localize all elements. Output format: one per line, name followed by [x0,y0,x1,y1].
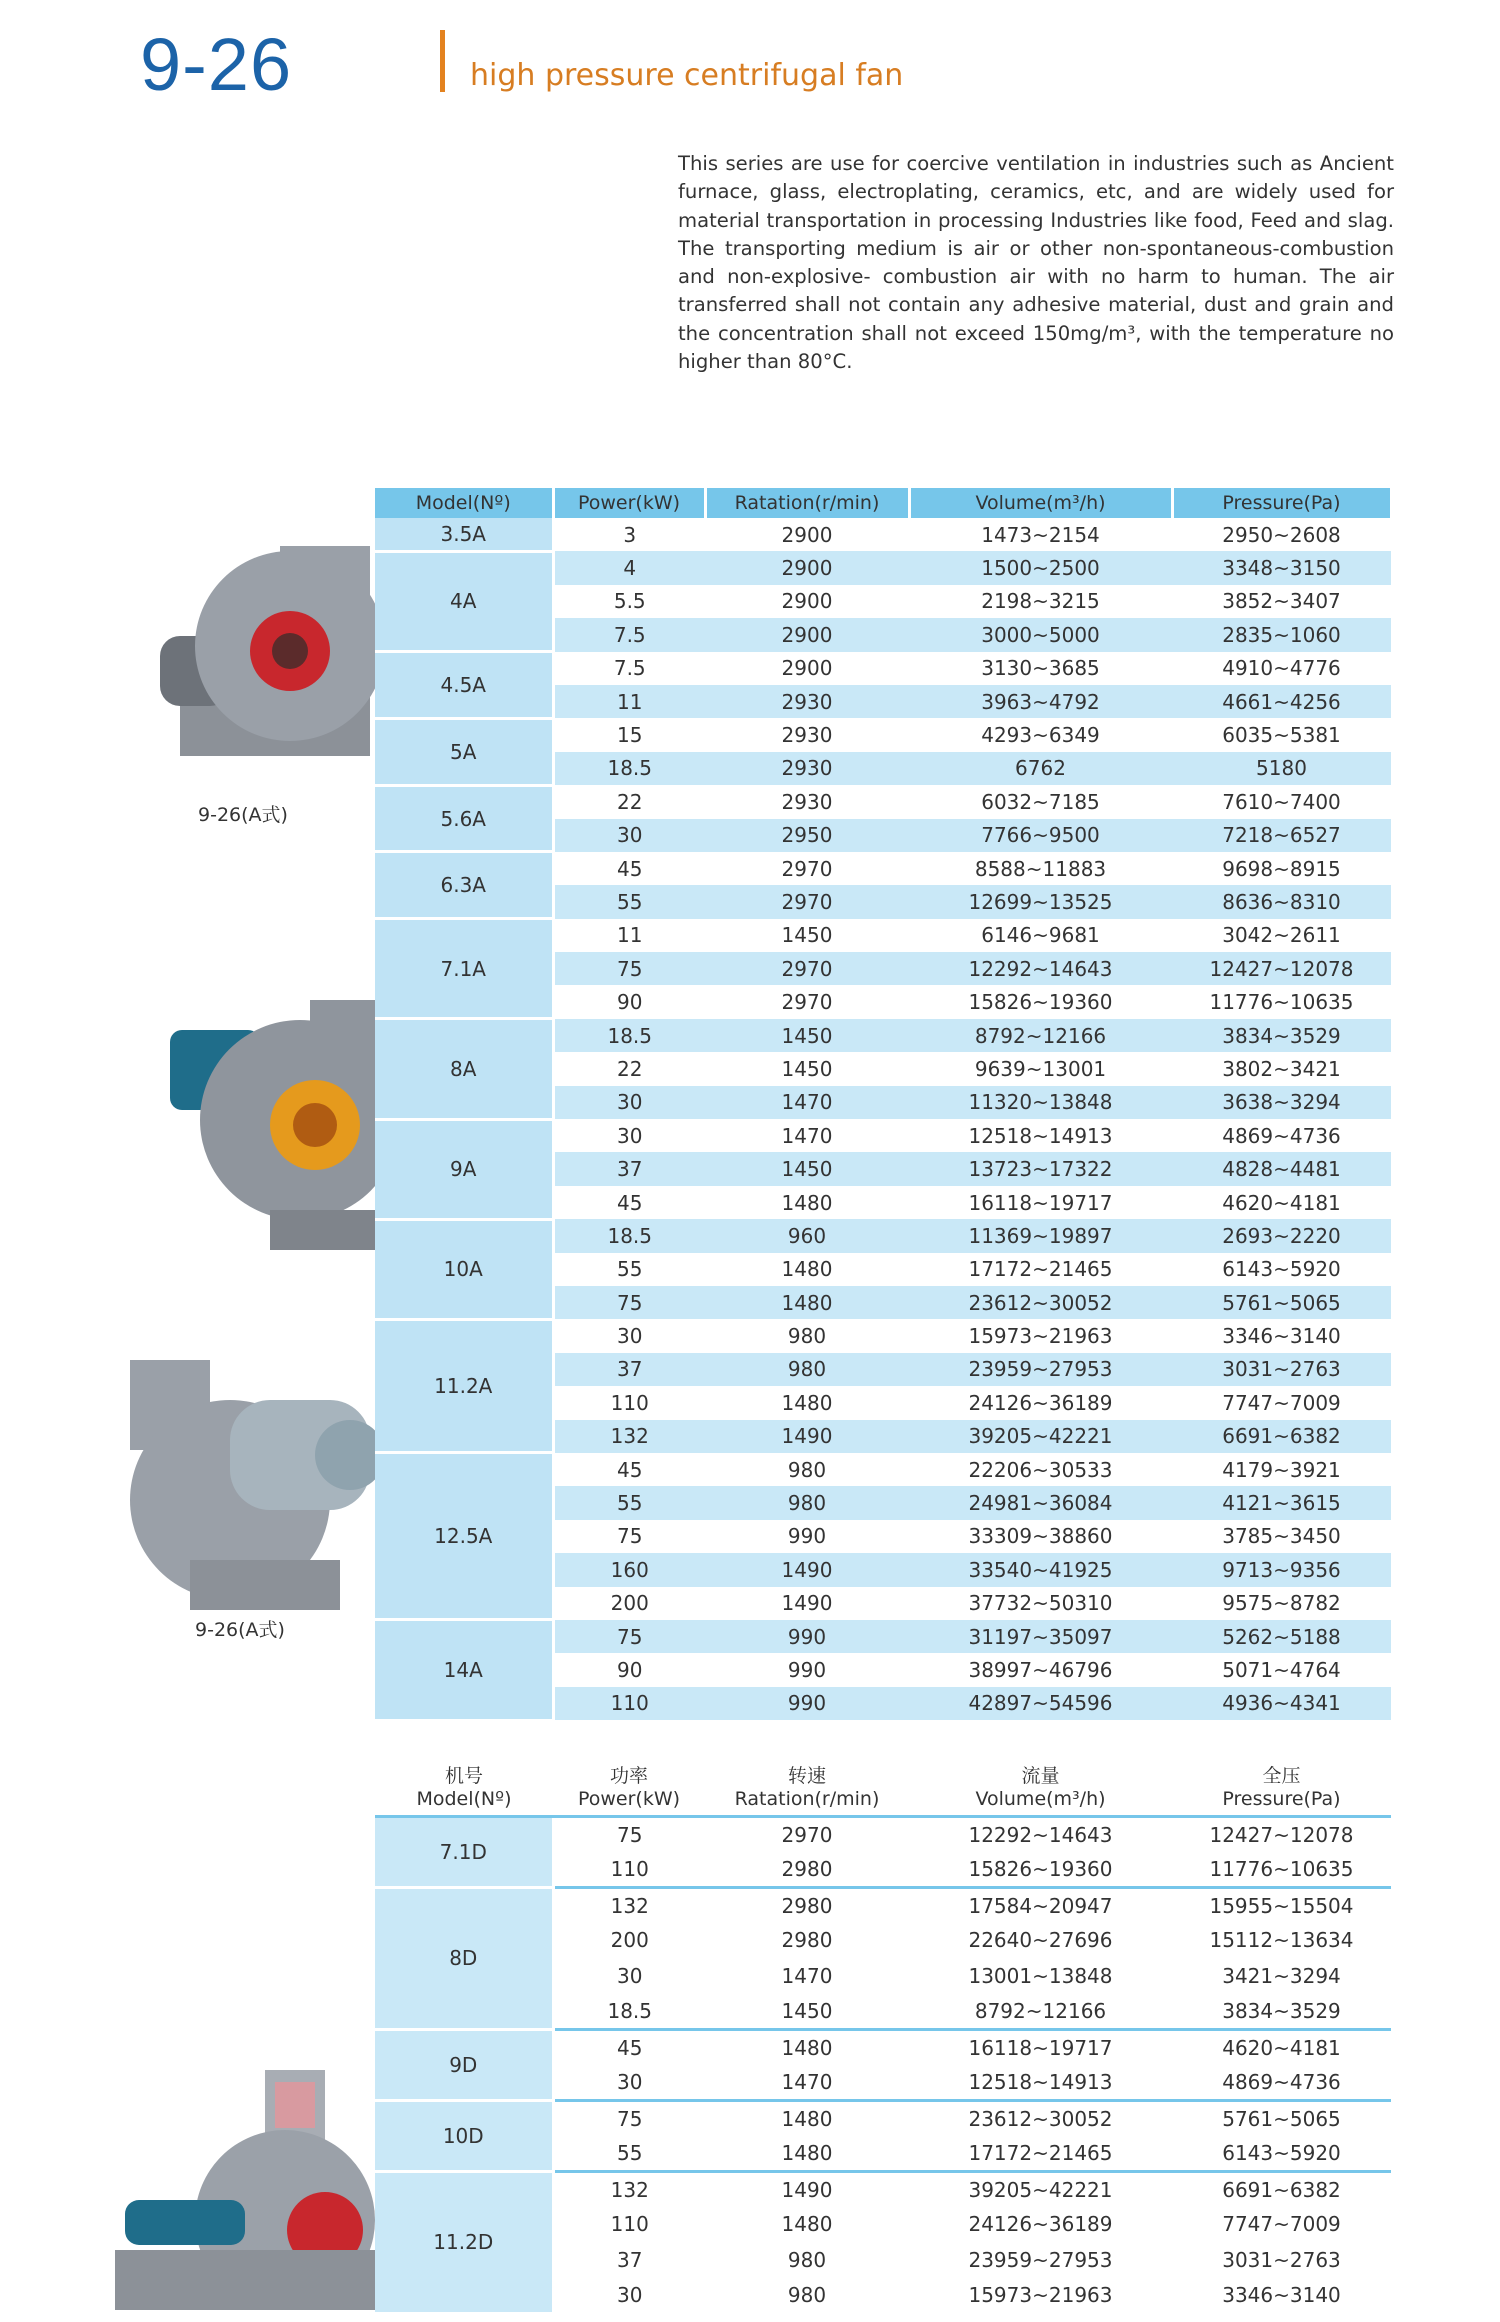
volume-cell: 23959~27953 [909,2242,1172,2278]
volume-cell: 9639~13001 [909,1052,1172,1085]
table-row [375,1453,1391,1486]
power-cell: 11 [553,685,705,718]
pressure-cell: 4620~4181 [1172,1186,1391,1219]
volume-cell: 2198~3215 [909,585,1172,618]
volume-cell: 23612~30052 [909,1286,1172,1319]
pressure-cell: 4910~4776 [1172,652,1391,685]
rotation-cell: 1450 [705,1052,909,1085]
rotation-cell: 2980 [705,1887,909,1923]
col-header-pressure: Pressure(Pa) [1172,488,1391,518]
rotation-cell: 1470 [705,1086,909,1119]
volume-cell: 33540~41925 [909,1553,1172,1586]
rotation-cell: 1480 [705,1186,909,1219]
volume-cell: 23612~30052 [909,2100,1172,2136]
rotation-cell: 2930 [705,718,909,751]
rotation-cell: 1480 [705,2100,909,2136]
table-body [375,1816,1391,2313]
rotation-cell: 990 [705,1620,909,1653]
pressure-cell: 7747~7009 [1172,1386,1391,1419]
power-cell: 37 [553,2242,705,2278]
pressure-cell: 15112~13634 [1172,1923,1391,1959]
table-row [375,1019,1391,1052]
power-cell: 110 [553,2207,705,2243]
power-cell: 200 [553,1923,705,1959]
power-cell: 15 [553,718,705,751]
pressure-cell: 3785~3450 [1172,1520,1391,1553]
power-cell: 30 [553,819,705,852]
volume-cell: 24981~36084 [909,1486,1172,1519]
pressure-cell: 3638~3294 [1172,1086,1391,1119]
volume-cell: 33309~38860 [909,1520,1172,1553]
pressure-cell: 7610~7400 [1172,785,1391,818]
model-cell: 11.2A [375,1319,553,1453]
rotation-cell: 1480 [705,2136,909,2172]
rotation-cell: 1490 [705,1420,909,1453]
volume-cell: 39205~42221 [909,2171,1172,2207]
power-cell: 45 [553,2029,705,2065]
volume-cell: 38997~46796 [909,1653,1172,1686]
rotation-cell: 1470 [705,1958,909,1994]
power-cell: 75 [553,1620,705,1653]
pressure-cell: 3421~3294 [1172,1958,1391,1994]
fan-image-3 [120,1350,390,1630]
power-cell: 90 [553,985,705,1018]
power-cell: 7.5 [553,652,705,685]
pressure-cell: 9575~8782 [1172,1587,1391,1620]
volume-cell: 17172~21465 [909,1253,1172,1286]
volume-cell: 12292~14643 [909,1816,1172,1852]
volume-cell: 15826~19360 [909,985,1172,1018]
table-row [375,1119,1391,1152]
model-cell: 8A [375,1019,553,1119]
pressure-cell: 4869~4736 [1172,2065,1391,2101]
power-cell: 37 [553,1152,705,1185]
pressure-cell: 6691~6382 [1172,2171,1391,2207]
pressure-cell: 2693~2220 [1172,1219,1391,1252]
pressure-cell: 4869~4736 [1172,1119,1391,1152]
model-cell: 11.2D [375,2171,553,2313]
table-header-row [375,488,1391,518]
volume-cell: 39205~42221 [909,1420,1172,1453]
model-cell: 10D [375,2100,553,2171]
intro-paragraph: This series are use for coercive ventilation in industries such as Ancient furnace, glass, electroplating, ceramics, etc, and are widely used for material transportation in processing Industries like food, Feed and slag. The transporting medium is air or other non-spontaneous-combustion and non-explosive- combustion air with no harm to human. The air transferred shall not contain any adhesive material, dust and grain and the concentration shall not exceed 150mg/m³, with the temperature no higher than 80°C. [678,152,1394,374]
volume-cell: 12699~13525 [909,885,1172,918]
table-row [375,852,1391,885]
pressure-cell: 5761~5065 [1172,2100,1391,2136]
power-cell: 75 [553,1286,705,1319]
col-header-power-cn: 功率 [609,1765,648,1788]
pressure-cell: 6143~5920 [1172,2136,1391,2172]
pressure-cell: 3346~3140 [1172,1319,1391,1352]
rotation-cell: 2900 [705,551,909,584]
power-cell: 18.5 [553,1219,705,1252]
rotation-cell: 990 [705,1687,909,1720]
power-cell: 45 [553,852,705,885]
col-header-pressure-cn: 全压 [1262,1765,1301,1788]
power-cell: 132 [553,1420,705,1453]
rotation-cell: 1480 [705,1253,909,1286]
rotation-cell: 1450 [705,919,909,952]
spec-table-d [375,1762,1391,2315]
volume-cell: 17172~21465 [909,2136,1172,2172]
rotation-cell: 2900 [705,652,909,685]
table-row [375,652,1391,685]
fan-image-4 [115,2050,395,2320]
volume-cell: 3963~4792 [909,685,1172,718]
power-cell: 18.5 [553,1994,705,2030]
model-cell: 12.5A [375,1453,553,1620]
pressure-cell: 11776~10635 [1172,985,1391,1018]
rotation-cell: 2900 [705,585,909,618]
series-subtitle: high pressure centrifugal fan [470,58,904,93]
power-cell: 75 [553,2100,705,2136]
rotation-cell: 2970 [705,852,909,885]
rotation-cell: 2970 [705,1816,909,1852]
volume-cell: 31197~35097 [909,1620,1172,1653]
volume-cell: 13001~13848 [909,1958,1172,1994]
pressure-cell: 3802~3421 [1172,1052,1391,1085]
rotation-cell: 2970 [705,985,909,1018]
model-cell: 7.1A [375,919,553,1019]
power-cell: 75 [553,1520,705,1553]
power-cell: 30 [553,1958,705,1994]
pressure-cell: 11776~10635 [1172,1852,1391,1888]
pressure-cell: 4661~4256 [1172,685,1391,718]
model-cell: 4A [375,551,553,651]
pressure-cell: 4828~4481 [1172,1152,1391,1185]
rotation-cell: 1450 [705,1994,909,2030]
volume-cell: 13723~17322 [909,1152,1172,1185]
col-header-pressure-en: Pressure(Pa) [1222,1788,1341,1811]
col-header-model [375,1762,553,1816]
series-code: 9-26 [140,23,293,106]
power-cell: 22 [553,1052,705,1085]
power-cell: 22 [553,785,705,818]
rotation-cell: 1470 [705,2065,909,2101]
pressure-cell: 4936~4341 [1172,1687,1391,1720]
power-cell: 45 [553,1186,705,1219]
power-cell: 132 [553,1887,705,1923]
pressure-cell: 5262~5188 [1172,1620,1391,1653]
rotation-cell: 1480 [705,2029,909,2065]
power-cell: 30 [553,1086,705,1119]
volume-cell: 8588~11883 [909,852,1172,885]
volume-cell: 16118~19717 [909,2029,1172,2065]
model-cell: 14A [375,1620,553,1720]
model-cell: 3.5A [375,518,553,551]
power-cell: 200 [553,1587,705,1620]
table-row [375,2171,1391,2207]
power-cell: 30 [553,2065,705,2101]
volume-cell: 1500~2500 [909,551,1172,584]
pressure-cell: 5071~4764 [1172,1653,1391,1686]
pressure-cell: 3834~3529 [1172,1994,1391,2030]
pressure-cell: 3031~2763 [1172,1353,1391,1386]
fan-caption-1: 9-26(A式) [198,804,288,826]
volume-cell: 37732~50310 [909,1587,1172,1620]
table-row [375,1219,1391,1252]
col-header-volume: Volume(m³/h) [909,488,1172,518]
rotation-cell: 1490 [705,1587,909,1620]
product-images [100,490,370,2320]
power-cell: 30 [553,1119,705,1152]
power-cell: 11 [553,919,705,952]
table-row [375,2029,1391,2065]
volume-cell: 3130~3685 [909,652,1172,685]
power-cell: 45 [553,1453,705,1486]
rotation-cell: 1480 [705,2207,909,2243]
rotation-cell: 980 [705,1319,909,1352]
power-cell: 110 [553,1386,705,1419]
power-cell: 55 [553,1253,705,1286]
volume-cell: 12292~14643 [909,952,1172,985]
volume-cell: 22640~27696 [909,1923,1172,1959]
pressure-cell: 5761~5065 [1172,1286,1391,1319]
pressure-cell: 2950~2608 [1172,518,1391,551]
rotation-cell: 2930 [705,785,909,818]
pressure-cell: 7218~6527 [1172,819,1391,852]
power-cell: 18.5 [553,752,705,785]
pressure-cell: 6035~5381 [1172,718,1391,751]
col-header-rotation [705,1762,909,1816]
volume-cell: 6762 [909,752,1172,785]
pressure-cell: 3042~2611 [1172,919,1391,952]
col-header-model: Model(Nº) [375,488,553,518]
pressure-cell: 8636~8310 [1172,885,1391,918]
table-row [375,518,1391,551]
rotation-cell: 2900 [705,618,909,651]
model-cell: 5.6A [375,785,553,852]
col-header-volume-cn: 流量 [1021,1765,1060,1788]
volume-cell: 6146~9681 [909,919,1172,952]
rotation-cell: 2930 [705,685,909,718]
fan-image-2 [150,990,410,1260]
pressure-cell: 6691~6382 [1172,1420,1391,1453]
pressure-cell: 12427~12078 [1172,1816,1391,1852]
rotation-cell: 2980 [705,1923,909,1959]
table-row [375,2100,1391,2136]
power-cell: 4 [553,551,705,584]
power-cell: 3 [553,518,705,551]
col-header-model-en: Model(Nº) [416,1788,512,1811]
pressure-cell: 2835~1060 [1172,618,1391,651]
pressure-cell: 9713~9356 [1172,1553,1391,1586]
pressure-cell: 6143~5920 [1172,1253,1391,1286]
rotation-cell: 1490 [705,1553,909,1586]
col-header-rotation-cn: 转速 [787,1765,826,1788]
rotation-cell: 1490 [705,2171,909,2207]
model-cell: 9A [375,1119,553,1219]
col-header-power-en: Power(kW) [577,1788,681,1811]
pressure-cell: 4179~3921 [1172,1453,1391,1486]
title-divider [440,30,445,92]
rotation-cell: 1450 [705,1019,909,1052]
model-cell: 8D [375,1887,553,2029]
model-cell: 7.1D [375,1816,553,1887]
rotation-cell: 1480 [705,1286,909,1319]
power-cell: 18.5 [553,1019,705,1052]
volume-cell: 15973~21963 [909,1319,1172,1352]
rotation-cell: 980 [705,2278,909,2314]
volume-cell: 17584~20947 [909,1887,1172,1923]
rotation-cell: 980 [705,2242,909,2278]
table-row [375,1887,1391,1923]
power-cell: 55 [553,1486,705,1519]
volume-cell: 42897~54596 [909,1687,1172,1720]
power-cell: 55 [553,2136,705,2172]
volume-cell: 16118~19717 [909,1186,1172,1219]
fan-image-1 [140,526,390,786]
power-cell: 110 [553,1852,705,1888]
page-header [140,22,940,106]
volume-cell: 6032~7185 [909,785,1172,818]
power-cell: 75 [553,1816,705,1852]
table-body [375,518,1391,1720]
power-cell: 90 [553,1653,705,1686]
model-cell: 4.5A [375,652,553,719]
volume-cell: 24126~36189 [909,2207,1172,2243]
model-cell: 5A [375,718,553,785]
rotation-cell: 960 [705,1219,909,1252]
volume-cell: 7766~9500 [909,819,1172,852]
col-header-model-cn: 机号 [444,1765,483,1788]
power-cell: 132 [553,2171,705,2207]
table-row [375,1816,1391,1852]
pressure-cell: 4620~4181 [1172,2029,1391,2065]
table-header-row [375,1762,1391,1816]
power-cell: 110 [553,1687,705,1720]
col-header-power [553,1762,705,1816]
model-cell: 10A [375,1219,553,1319]
model-cell: 6.3A [375,852,553,919]
pressure-cell: 4121~3615 [1172,1486,1391,1519]
pressure-cell: 15955~15504 [1172,1887,1391,1923]
volume-cell: 12518~14913 [909,2065,1172,2101]
pressure-cell: 3031~2763 [1172,2242,1391,2278]
volume-cell: 4293~6349 [909,718,1172,751]
pressure-cell: 3852~3407 [1172,585,1391,618]
power-cell: 55 [553,885,705,918]
rotation-cell: 1480 [705,1386,909,1419]
volume-cell: 15826~19360 [909,1852,1172,1888]
rotation-cell: 2930 [705,752,909,785]
power-cell: 75 [553,952,705,985]
rotation-cell: 2970 [705,885,909,918]
col-header-pressure [1172,1762,1391,1816]
rotation-cell: 2980 [705,1852,909,1888]
rotation-cell: 2970 [705,952,909,985]
volume-cell: 1473~2154 [909,518,1172,551]
rotation-cell: 990 [705,1653,909,1686]
pressure-cell: 3834~3529 [1172,1019,1391,1052]
pressure-cell: 3346~3140 [1172,2278,1391,2314]
power-cell: 30 [553,2278,705,2314]
volume-cell: 22206~30533 [909,1453,1172,1486]
rotation-cell: 990 [705,1520,909,1553]
rotation-cell: 1450 [705,1152,909,1185]
pressure-cell: 7747~7009 [1172,2207,1391,2243]
rotation-cell: 980 [705,1453,909,1486]
col-header-rotation: Ratation(r/min) [705,488,909,518]
model-cell: 9D [375,2029,553,2100]
table-row [375,1319,1391,1352]
pressure-cell: 3348~3150 [1172,551,1391,584]
table-row [375,718,1391,751]
power-cell: 5.5 [553,585,705,618]
spec-table-a [375,488,1393,1722]
power-cell: 7.5 [553,618,705,651]
rotation-cell: 2900 [705,518,909,551]
rotation-cell: 980 [705,1353,909,1386]
pressure-cell: 9698~8915 [1172,852,1391,885]
col-header-volume-en: Volume(m³/h) [975,1788,1106,1811]
table-row [375,919,1391,952]
col-header-rotation-en: Ratation(r/min) [734,1788,880,1811]
fan-caption-2: 9-26(A式) [195,1619,285,1641]
volume-cell: 23959~27953 [909,1353,1172,1386]
volume-cell: 11369~19897 [909,1219,1172,1252]
col-header-volume [909,1762,1172,1816]
volume-cell: 8792~12166 [909,1019,1172,1052]
rotation-cell: 1470 [705,1119,909,1152]
table-row [375,1620,1391,1653]
rotation-cell: 980 [705,1486,909,1519]
pressure-cell: 12427~12078 [1172,952,1391,985]
rotation-cell: 2950 [705,819,909,852]
volume-cell: 24126~36189 [909,1386,1172,1419]
volume-cell: 11320~13848 [909,1086,1172,1119]
volume-cell: 15973~21963 [909,2278,1172,2314]
power-cell: 30 [553,1319,705,1352]
power-cell: 37 [553,1353,705,1386]
volume-cell: 8792~12166 [909,1994,1172,2030]
pressure-cell: 5180 [1172,752,1391,785]
volume-cell: 12518~14913 [909,1119,1172,1152]
table-row [375,551,1391,584]
power-cell: 160 [553,1553,705,1586]
table-row [375,785,1391,818]
col-header-power: Power(kW) [553,488,705,518]
volume-cell: 3000~5000 [909,618,1172,651]
